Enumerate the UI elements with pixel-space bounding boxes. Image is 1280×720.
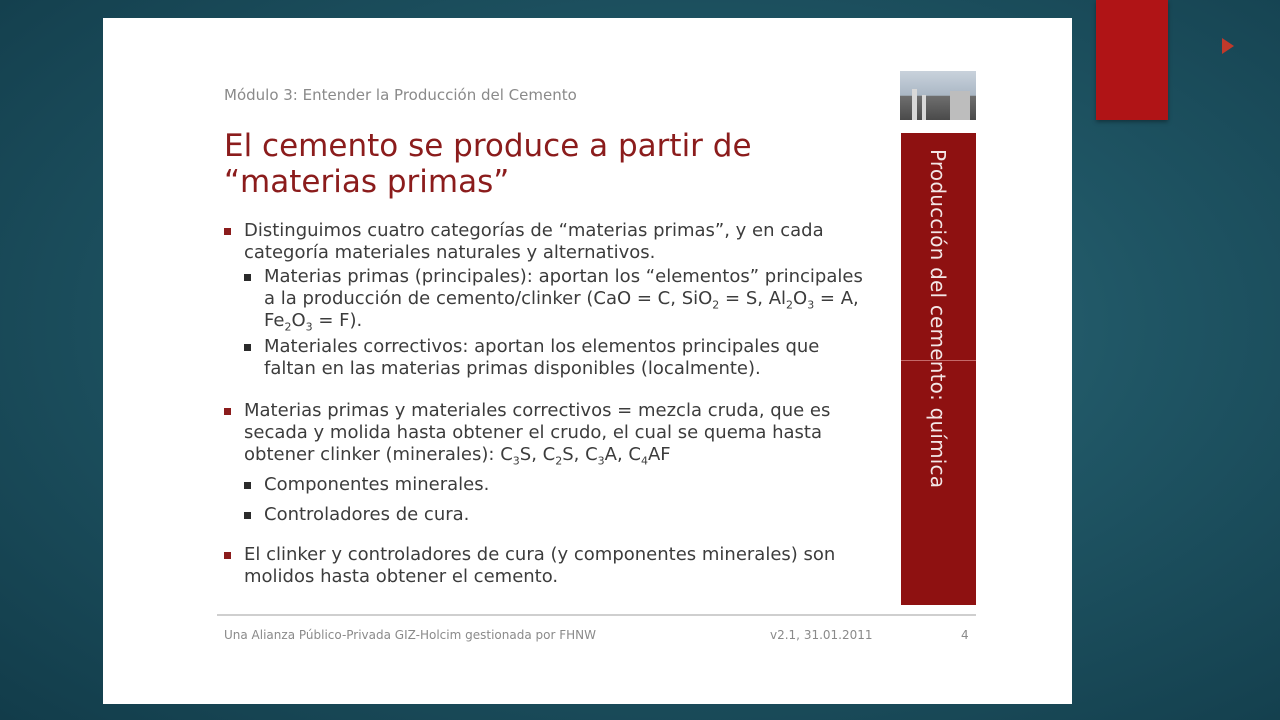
module-header: Módulo 3: Entender la Producción del Cemento — [224, 86, 577, 104]
slide-title — [224, 128, 752, 200]
bullet-text: Componentes minerales. — [264, 474, 490, 495]
bullet-item — [224, 220, 874, 264]
bullet-text: El clinker y controladores de cura (y componentes minerales) son molidos hasta obtener el cemento. — [244, 544, 836, 587]
bullet-item — [224, 544, 874, 588]
mineral-formula: $C_3S$, $C_2S$, $C_3A$, $C_4AF$ — [500, 444, 671, 468]
chimney-shape — [912, 89, 917, 120]
bullet-text: Distinguimos cuatro categorías de “materias primas”, y en cada categoría materiales naturales y alternativos. — [244, 220, 824, 263]
sidebar-label: Producción del cemento: química — [926, 149, 950, 489]
title-line-2: “materias primas” — [224, 164, 510, 200]
section-sidebar — [901, 133, 976, 605]
bullet-item — [224, 400, 874, 466]
sub-bullet-item — [224, 504, 874, 526]
cement-plant-photo — [900, 71, 976, 120]
footer-credit: Una Alianza Público-Privada GIZ-Holcim gestionada por FHNW — [224, 628, 596, 642]
bullet-text: Materiales correctivos: aportan los elementos principales que faltan en las materias primas disponibles (localmente). — [264, 336, 820, 379]
next-arrow-icon[interactable] — [1222, 38, 1234, 54]
bullet-list — [224, 220, 874, 588]
bullet-text: Materias primas (principales): aportan los “elementos” principales a la producción de cemento/clinker (CaO = C, — [264, 266, 863, 309]
bullet-text-formula: SiO$_2$ = S, $Al_2O_3 = A$, $Fe_2O_3 = F$). — [264, 288, 859, 334]
bullet-text: Controladores de cura. — [264, 504, 470, 525]
sub-bullet-item — [224, 266, 874, 332]
chimney-shape — [922, 95, 926, 120]
title-line-1: El cemento se produce a partir de — [224, 128, 752, 164]
bullet-text: Materias primas y materiales correctivos = mezcla cruda, que es secada y molida hasta obtener el crudo, el cual se quema hasta obtener clinker (minerales): — [244, 400, 831, 465]
footer-version: v2.1, 31.01.2011 — [770, 628, 873, 642]
slide — [103, 18, 1072, 704]
red-tab-accent — [1096, 0, 1168, 120]
footer-divider — [217, 614, 976, 616]
page-number: 4 — [961, 628, 969, 642]
sub-bullet-item — [224, 336, 874, 380]
sub-bullet-item — [224, 474, 874, 496]
building-shape — [950, 91, 970, 120]
